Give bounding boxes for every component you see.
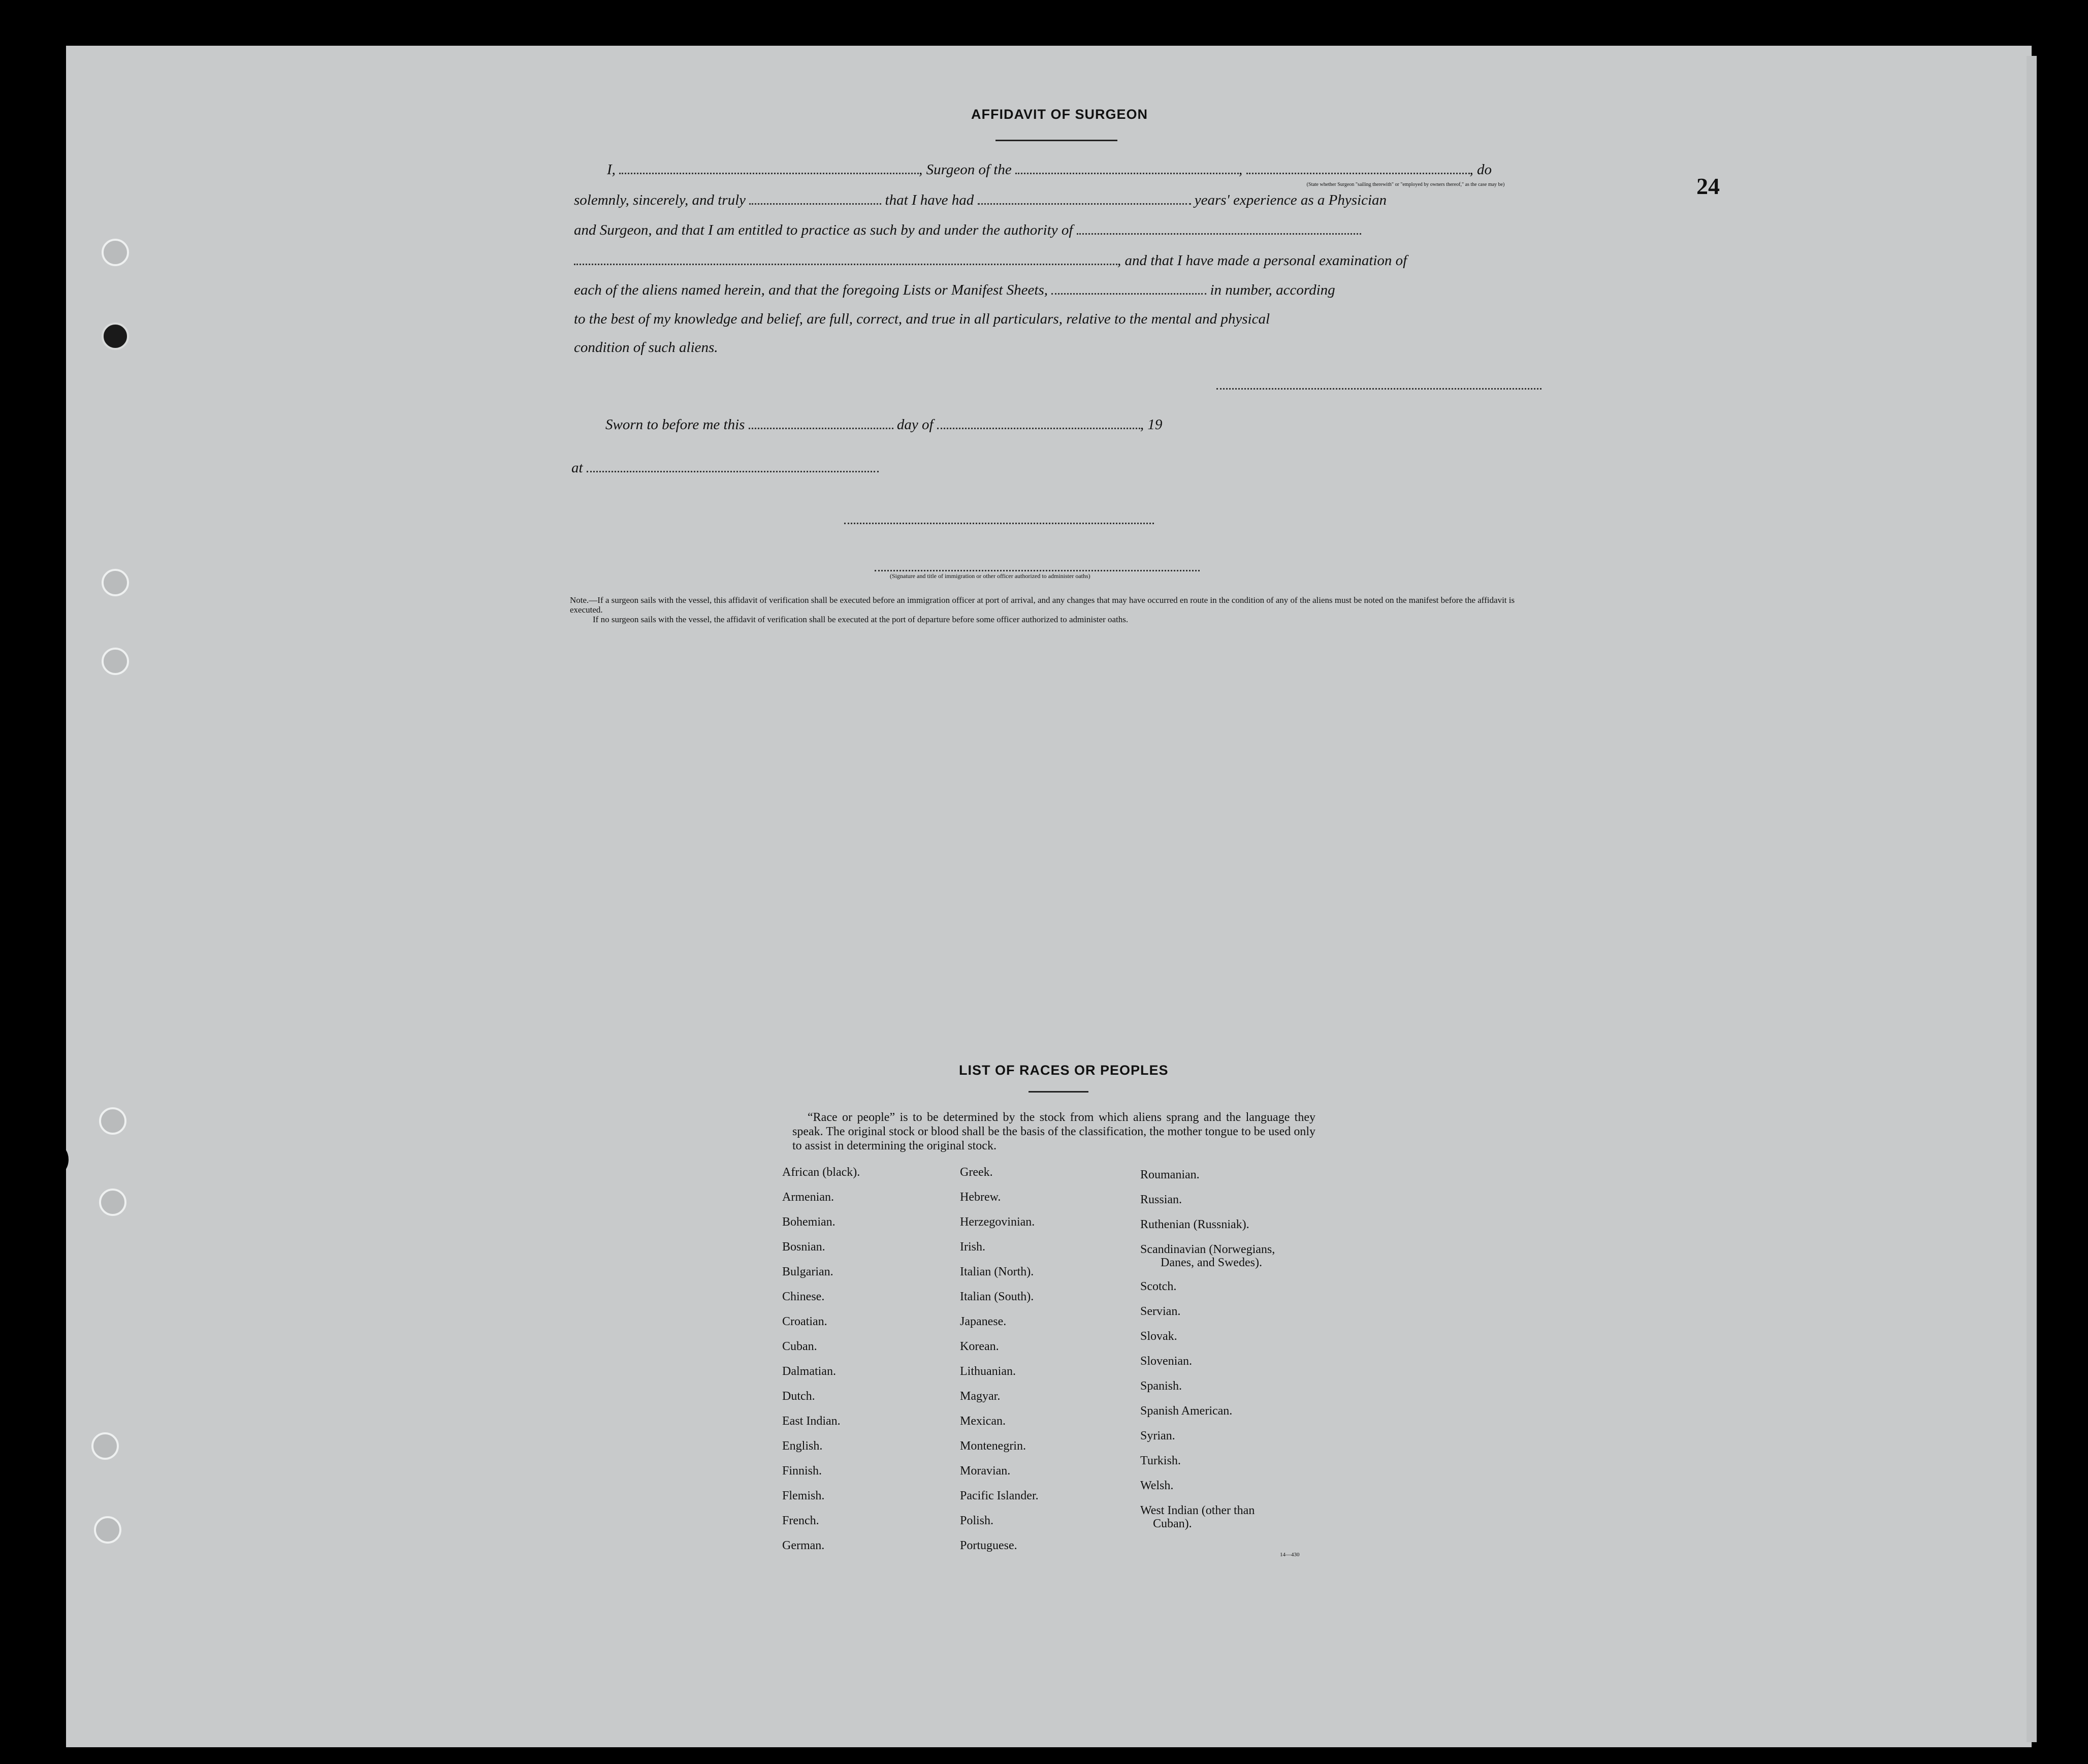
punch-hole xyxy=(102,239,129,266)
binder-hole xyxy=(48,1145,69,1174)
race-item: Bosnian. xyxy=(782,1240,825,1254)
text: , xyxy=(1239,162,1243,178)
authority-blank[interactable] xyxy=(1077,226,1361,235)
oath-form-blank[interactable] xyxy=(749,196,881,205)
surgeon-status-caption: (State whether Surgeon "sailing therewith" or "employed by owners thereof," as the case may be) xyxy=(1306,182,1505,187)
text: day of xyxy=(896,416,934,433)
text: , and that I have made a personal examination of xyxy=(1117,252,1407,269)
years-blank[interactable] xyxy=(978,196,1191,205)
race-item: Bohemian. xyxy=(782,1215,836,1229)
signature-caption: (Signature and title of immigration or other officer authorized to administer oaths) xyxy=(890,572,1090,580)
text: years' experience as a Physician xyxy=(1194,192,1387,208)
race-item: Cuban. xyxy=(782,1340,817,1353)
punch-hole xyxy=(91,1432,119,1460)
race-item: Dutch. xyxy=(782,1390,815,1403)
punch-hole xyxy=(102,648,129,675)
authority-continued-blank[interactable] xyxy=(574,256,1117,265)
surgeon-name-blank[interactable] xyxy=(619,166,919,174)
race-item: Russian. xyxy=(1140,1193,1182,1206)
race-item: Cuban). xyxy=(1153,1517,1192,1530)
binder-hole xyxy=(30,1542,51,1570)
affidavit-line-5 xyxy=(574,282,1335,299)
race-item: Dalmatian. xyxy=(782,1365,836,1378)
punch-hole xyxy=(102,569,129,596)
race-item: Slovenian. xyxy=(1140,1355,1192,1368)
surgeon-status-blank[interactable] xyxy=(1246,166,1470,174)
race-item: Servian. xyxy=(1140,1305,1181,1318)
race-item: German. xyxy=(782,1539,825,1552)
vessel-name-blank[interactable] xyxy=(1015,166,1239,174)
race-item: Moravian. xyxy=(960,1464,1011,1478)
race-item: West Indian (other than xyxy=(1140,1504,1255,1517)
affidavit-line-4 xyxy=(574,252,1407,269)
binder-hole xyxy=(36,1460,56,1489)
form-code: 14—430 xyxy=(1280,1552,1300,1558)
race-item: Finnish. xyxy=(782,1464,822,1478)
race-item: Polish. xyxy=(960,1514,994,1527)
race-item: Hebrew. xyxy=(960,1191,1001,1204)
punch-hole xyxy=(99,1189,126,1216)
note-1: Note.—If a surgeon sails with the vessel, this affidavit of verification shall be executed before an immigration officer at port of arrival, and any changes that may have occurred en route in the condition of any of the aliens must be noted on the manifest before the affidavit is executed. xyxy=(570,595,1515,615)
sheets-count-blank[interactable] xyxy=(1051,286,1206,295)
punch-hole xyxy=(102,323,129,350)
race-item: Korean. xyxy=(960,1340,999,1353)
races-intro: “Race or people” is to be determined by the stock from which aliens sprang and the language they speak. The original stock or blood shall be the basis of the classification, the mother tongue to be used only to assist in determining the original stock. xyxy=(792,1111,1315,1152)
race-item: Portuguese. xyxy=(960,1539,1017,1552)
race-item: Welsh. xyxy=(1140,1479,1174,1492)
race-item: Ruthenian (Russniak). xyxy=(1140,1218,1249,1231)
text: each of the aliens named herein, and that the foregoing Lists or Manifest Sheets, xyxy=(574,282,1048,298)
sworn-line xyxy=(605,416,1162,433)
affidavit-line-7: condition of such aliens. xyxy=(574,339,718,356)
race-item: French. xyxy=(782,1514,819,1527)
race-item: Irish. xyxy=(960,1240,985,1254)
punch-hole xyxy=(94,1516,121,1544)
race-item: Bulgarian. xyxy=(782,1265,833,1278)
text: and Surgeon, and that I am entitled to practice as such by and under the authority of xyxy=(574,222,1073,238)
text: that I have had xyxy=(885,192,974,208)
race-item: Syrian. xyxy=(1140,1429,1175,1442)
race-item: Slovak. xyxy=(1140,1330,1177,1343)
race-item: East Indian. xyxy=(782,1415,841,1428)
note-2: If no surgeon sails with the vessel, the affidavit of verification shall be executed at the port of departure before some officer authorized to administer oaths. xyxy=(593,615,1129,624)
race-item: Armenian. xyxy=(782,1191,834,1204)
race-item: African (black). xyxy=(782,1166,860,1179)
binder-hole xyxy=(46,1224,66,1253)
race-item: Scotch. xyxy=(1140,1280,1177,1293)
race-item: Magyar. xyxy=(960,1390,1001,1403)
races-title: LIST OF RACES OR PEOPLES xyxy=(959,1063,1169,1078)
affidavit-line-1 xyxy=(607,162,1492,178)
race-item: Spanish American. xyxy=(1140,1404,1233,1418)
text: , 19 xyxy=(1140,416,1163,433)
text: at xyxy=(571,460,583,476)
place-blank[interactable] xyxy=(587,464,879,472)
race-item: Chinese. xyxy=(782,1290,825,1303)
races-column-2 xyxy=(960,1166,1039,1564)
race-item: Italian (North). xyxy=(960,1265,1034,1278)
page-edge xyxy=(2027,56,2037,1742)
race-item: Lithuanian. xyxy=(960,1365,1016,1378)
race-item: Turkish. xyxy=(1140,1454,1181,1467)
text: solemnly, sincerely, and truly xyxy=(574,192,746,208)
race-item: Montenegrin. xyxy=(960,1439,1026,1453)
text: in number, according xyxy=(1210,282,1335,298)
race-item: Italian (South). xyxy=(960,1290,1034,1303)
race-item: Greek. xyxy=(960,1166,993,1179)
text: Sworn to before me this xyxy=(605,416,745,433)
races-column-3 xyxy=(1140,1168,1275,1542)
officer-title-blank[interactable] xyxy=(875,563,1200,571)
note-paragraph xyxy=(570,595,1545,624)
text: , Surgeon of the xyxy=(919,162,1012,178)
races-column-1 xyxy=(782,1166,860,1564)
race-item: Danes, and Swedes). xyxy=(1161,1256,1262,1269)
affidavit-title: AFFIDAVIT OF SURGEON xyxy=(971,107,1148,122)
race-item: Pacific Islander. xyxy=(960,1489,1039,1502)
race-item: Herzegovinian. xyxy=(960,1215,1035,1229)
surgeon-signature-blank[interactable] xyxy=(1216,381,1541,390)
document-page xyxy=(66,46,2032,1747)
race-item: Mexican. xyxy=(960,1415,1006,1428)
text: , do xyxy=(1469,162,1492,178)
race-item: Scandinavian (Norwegians, xyxy=(1140,1243,1275,1256)
affidavit-line-2 xyxy=(574,192,1387,209)
text: I, xyxy=(607,162,616,178)
title-rule xyxy=(995,140,1117,141)
at-line xyxy=(571,460,879,476)
race-item: Spanish. xyxy=(1140,1380,1182,1393)
sworn-month-blank[interactable] xyxy=(937,421,1140,429)
page-number: 24 xyxy=(1696,173,1720,199)
race-item: Japanese. xyxy=(960,1315,1007,1328)
affidavit-line-6: to the best of my knowledge and belief, are full, correct, and true in all particulars, relative to the mental and physical xyxy=(574,311,1270,327)
race-item: Flemish. xyxy=(782,1489,825,1502)
race-item: Roumanian. xyxy=(1140,1168,1200,1181)
race-item: English. xyxy=(782,1439,823,1453)
affidavit-line-3 xyxy=(574,222,1361,239)
sworn-day-blank[interactable] xyxy=(749,421,893,429)
officer-signature-blank[interactable] xyxy=(844,516,1154,524)
title-rule xyxy=(1029,1091,1088,1093)
punch-hole xyxy=(99,1107,126,1135)
race-item: Croatian. xyxy=(782,1315,827,1328)
